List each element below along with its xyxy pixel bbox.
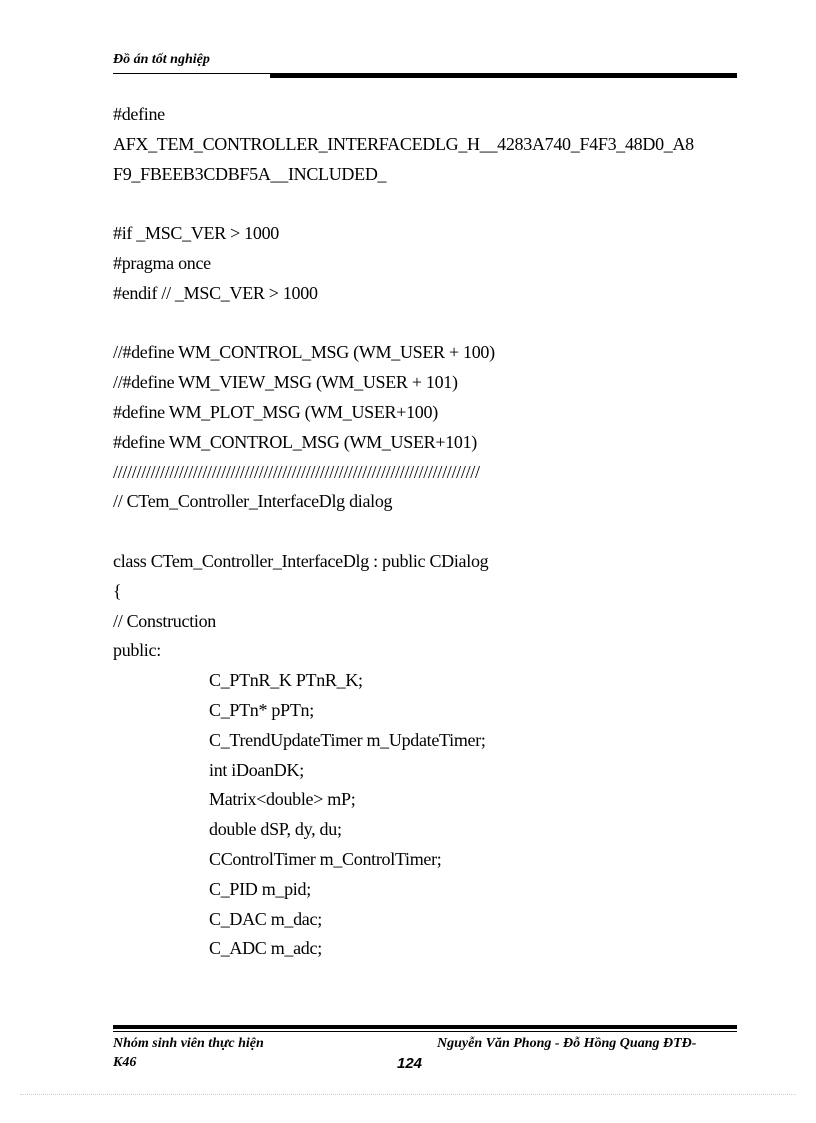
code-line: int iDoanDK; <box>209 759 304 780</box>
code-line: C_PTnR_K PTnR_K; <box>209 670 363 691</box>
page-number: 124 <box>397 1055 423 1072</box>
code-line: C_DAC m_dac; <box>209 908 322 929</box>
code-line: public: <box>113 640 161 661</box>
code-line: #define <box>113 104 165 124</box>
code-line: Matrix<double> mP; <box>209 789 356 810</box>
footer-author-names: Nguyễn Văn Phong - Đỗ Hồng Quang ĐTĐ- <box>437 1036 697 1051</box>
code-line: double dSP, dy, du; <box>209 819 342 840</box>
code-line: C_PID m_pid; <box>209 878 311 899</box>
footer-group-label: Nhóm sinh viên thực hiện <box>113 1036 264 1051</box>
code-line: #define WM_CONTROL_MSG (WM_USER+101) <box>113 431 478 452</box>
code-line: { <box>113 580 122 601</box>
code-listing <box>113 100 753 964</box>
blank-line <box>113 309 753 339</box>
header-rule-thick <box>270 74 737 78</box>
code-line: //#define WM_VIEW_MSG (WM_USER + 101) <box>113 372 458 393</box>
footer-rule-thick <box>113 1025 737 1029</box>
code-line: CControlTimer m_ControlTimer; <box>209 848 442 869</box>
code-line: C_TrendUpdateTimer m_UpdateTimer; <box>209 729 486 750</box>
code-line: #if _MSC_VER > 1000 <box>113 223 279 244</box>
code-line: C_PTn* pPTn; <box>209 699 314 720</box>
code-line: class CTem_Controller_InterfaceDlg : public CDialog <box>113 550 489 571</box>
code-line: // CTem_Controller_InterfaceDlg dialog <box>113 491 393 512</box>
code-line: #pragma once <box>113 252 211 273</box>
code-line: AFX_TEM_CONTROLLER_INTERFACEDLG_H__4283A740_F4F3_48D0_A8 <box>113 133 694 154</box>
code-line: F9_FBEEB3CDBF5A__INCLUDED_ <box>113 163 387 184</box>
page-bottom-border <box>20 1094 796 1095</box>
code-line: ////////////////////////////////////////////////////////////////////////////// <box>113 461 480 482</box>
footer-class-label: K46 <box>113 1055 137 1070</box>
blank-line <box>113 189 753 219</box>
code-line: // Construction <box>113 610 216 631</box>
footer-authors-group <box>113 1034 264 1072</box>
code-line: #define WM_PLOT_MSG (WM_USER+100) <box>113 401 438 422</box>
header-title: Đồ án tốt nghiệp <box>113 52 210 67</box>
footer-rule-thin <box>113 1031 737 1032</box>
code-line: //#define WM_CONTROL_MSG (WM_USER + 100) <box>113 342 495 363</box>
code-line: #endif // _MSC_VER > 1000 <box>113 282 318 303</box>
code-line: C_ADC m_adc; <box>209 938 322 959</box>
blank-line <box>113 517 753 547</box>
